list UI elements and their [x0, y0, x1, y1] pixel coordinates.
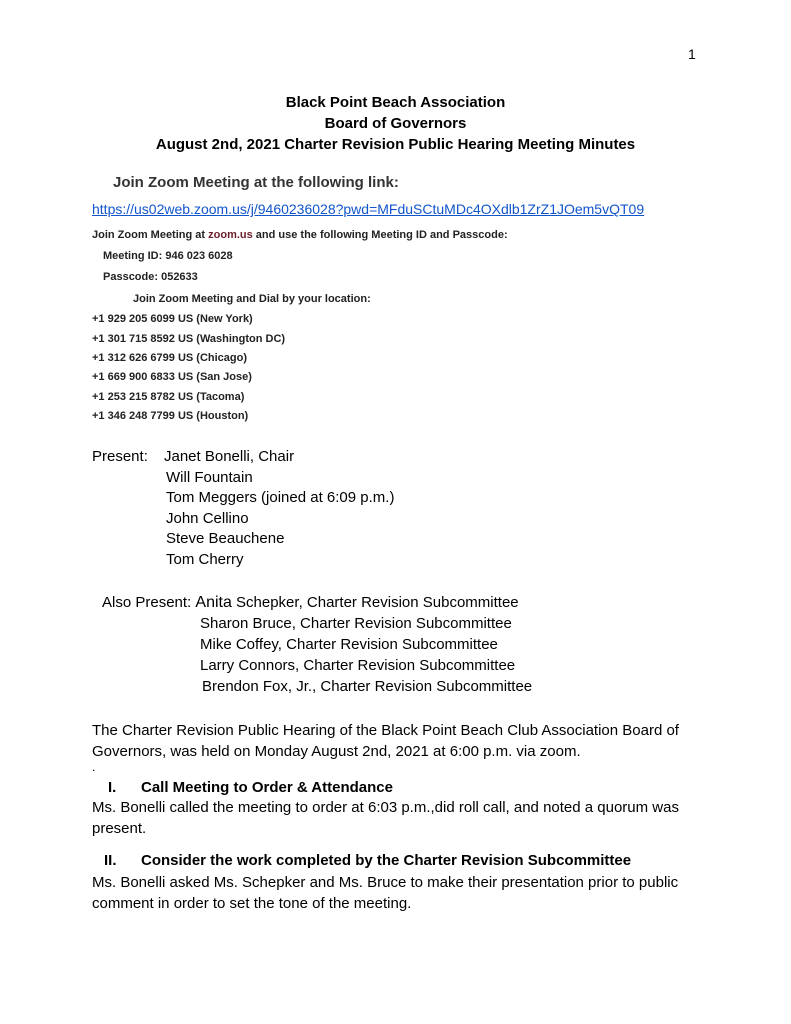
zoom-heading: Join Zoom Meeting at the following link:: [113, 174, 399, 191]
dial-number-new-york: +1 929 205 6099 US (New York): [92, 313, 253, 325]
intro-paragraph: The Charter Revision Public Hearing of the Black Point Beach Club Association Board of Governors, was held on Monday August 2nd, 2021 at 6:00 p.m. via zoom.: [92, 722, 679, 760]
also-present-member: Mike Coffey, Charter Revision Subcommittee: [200, 636, 498, 653]
join-prefix: Join Zoom Meeting at: [92, 229, 209, 241]
passcode: Passcode: 052633: [103, 271, 198, 283]
dial-number-chicago: +1 312 626 6799 US (Chicago): [92, 352, 247, 364]
join-suffix: and use the following Meeting ID and Passcode:: [252, 229, 508, 241]
dial-heading: Join Zoom Meeting and Dial by your location:: [133, 293, 371, 305]
present-member: John Cellino: [166, 510, 249, 527]
page-number: 1: [688, 46, 696, 62]
present-member: Janet Bonelli, Chair: [164, 448, 295, 465]
also-present-member: Sharon Bruce, Charter Revision Subcommittee: [200, 615, 512, 632]
association-title: Black Point Beach Association: [285, 94, 506, 111]
present-label: Present:: [92, 448, 148, 465]
section-body: Ms. Bonelli asked Ms. Schepker and Ms. Bruce to make their presentation prior to public comment in order to set the tone of the meeting.: [92, 874, 679, 912]
also-present-member: Brendon Fox, Jr., Charter Revision Subcommittee: [202, 678, 533, 695]
dial-number-houston: +1 346 248 7799 US (Houston): [92, 410, 249, 422]
stray-mark: .: [92, 760, 96, 774]
also-present-line: [102, 594, 519, 612]
present-member: Tom Cherry: [166, 551, 244, 568]
document-title: August 2nd, 2021 Charter Revision Public Hearing Meeting Minutes: [155, 136, 636, 153]
zoom-join-instructions: [92, 229, 508, 241]
also-present-label: Also Present:: [102, 594, 192, 611]
dial-number-tacoma: +1 253 215 8782 US (Tacoma): [92, 391, 245, 403]
zoom-site-link[interactable]: zoom.us: [208, 229, 253, 241]
present-member: Tom Meggers (joined at 6:09 p.m.): [166, 489, 395, 506]
dial-number-san-jose: +1 669 900 6833 US (San Jose): [92, 371, 252, 383]
section-heading: Consider the work completed by the Charter Revision Subcommittee: [141, 852, 632, 869]
section-number: II.: [104, 852, 117, 869]
section-heading: Call Meeting to Order & Attendance: [141, 779, 393, 796]
also-present-member: Larry Connors, Charter Revision Subcommittee: [200, 657, 516, 674]
present-member: Steve Beauchene: [166, 530, 285, 547]
meeting-id: Meeting ID: 946 023 6028: [103, 250, 233, 262]
also-present-first-rest: Schepker, Charter Revision Subcommittee: [231, 594, 519, 611]
dial-number-washington: +1 301 715 8592 US (Washington DC): [92, 333, 286, 345]
zoom-meeting-link[interactable]: https://us02web.zoom.us/j/9460236028?pwd=MFduSCtuMDc4OXdlb1ZrZ1JOem5vQT09: [92, 201, 645, 217]
section-body: Ms. Bonelli called the meeting to order at 6:03 p.m.,did roll call, and noted a quorum was present.: [92, 799, 679, 837]
also-present-first-name: Anita: [195, 594, 232, 611]
section-number: I.: [108, 779, 117, 796]
present-member: Will Fountain: [166, 469, 253, 486]
board-title: Board of Governors: [324, 115, 467, 132]
